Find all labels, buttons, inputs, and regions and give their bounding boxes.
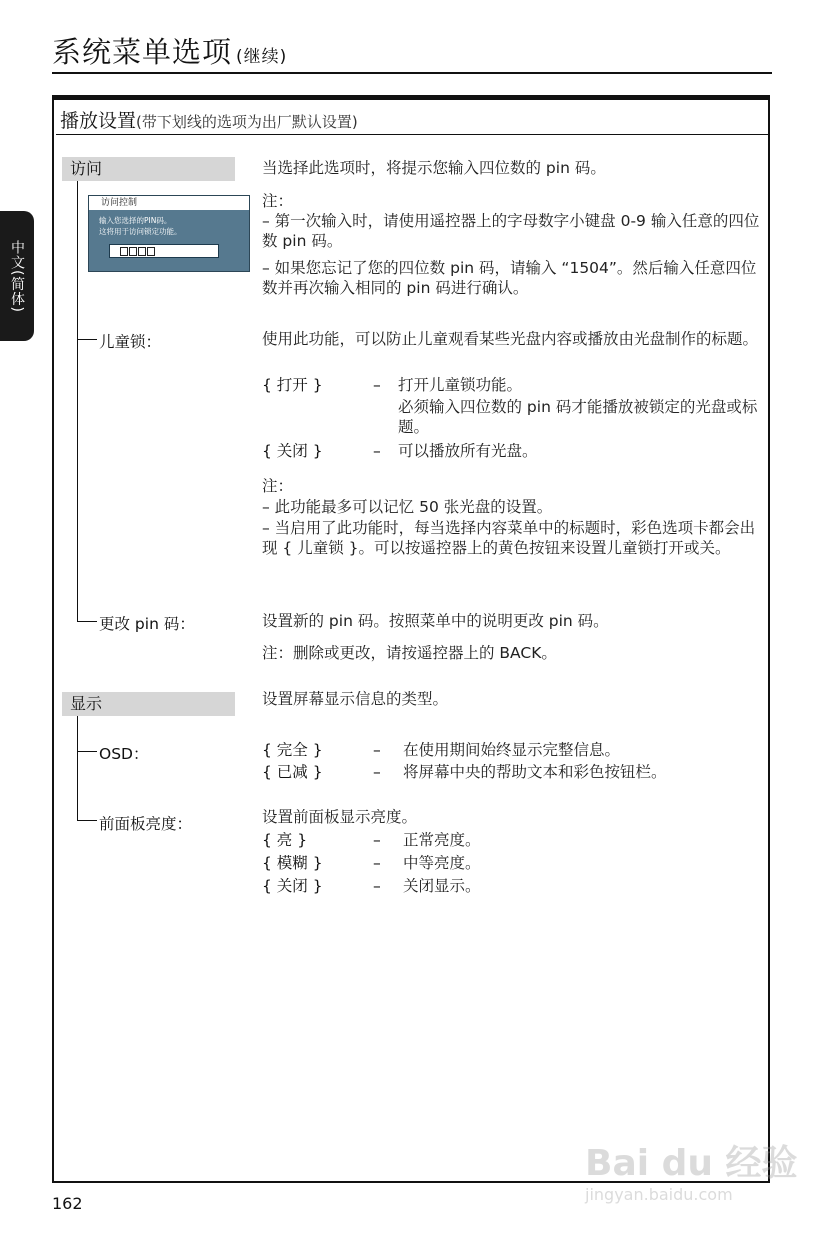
child-lock-note-2: – 当启用了此功能时，每当选择内容菜单中的标题时，彩色选项卡都会出现 { 儿童锁 }。可以按遥控器上的黄色按钮来设置儿童锁打开或关。	[262, 519, 756, 557]
pin-digit-box	[138, 247, 146, 256]
frame-top-bar	[52, 95, 770, 100]
access-note-1: – 第一次输入时，请使用遥控器上的字母数字小键盘 0-9 输入任意的四位数 pin 码。	[262, 212, 760, 250]
option-text: 打开儿童锁功能。	[398, 376, 523, 394]
section-note: (带下划线的选项为出厂默认设置)	[136, 113, 358, 131]
option-text: 在使用期间始终显示完整信息。	[403, 741, 621, 759]
child-lock-description: 使用此功能，可以防止儿童观看某些光盘内容或播放由光盘制作的标题。	[262, 330, 759, 348]
front-panel-label: 前面板亮度：	[99, 815, 193, 833]
osd-option-reduced: { 已减 }	[262, 763, 323, 781]
watermark-url: jingyan.baidu.com	[585, 1185, 733, 1204]
option-text: 关闭显示。	[403, 877, 481, 895]
tree-branch-front-panel	[77, 820, 97, 821]
access-note-title: 注：	[262, 192, 294, 210]
child-lock-note-title: 注：	[262, 477, 294, 495]
page-title-sub: (继续)	[236, 47, 288, 67]
option-text: 中等亮度。	[403, 854, 481, 872]
dialog-title: 访问控制	[89, 196, 249, 210]
pin-digit-box	[129, 247, 137, 256]
title-rule	[52, 72, 772, 74]
option-name: { 关闭 }	[262, 442, 323, 460]
option-name: { 打开 }	[262, 376, 323, 394]
option-dash: –	[373, 854, 381, 872]
watermark-logo-text: Bai du 经验	[585, 1143, 798, 1184]
option-text: 可以播放所有光盘。	[398, 442, 538, 460]
pin-digit-box	[120, 247, 128, 256]
option-dash: –	[373, 831, 381, 849]
change-pin-description: 设置新的 pin 码。按照菜单中的说明更改 pin 码。	[262, 612, 609, 630]
front-panel-option-bright: { 亮 }	[262, 831, 308, 849]
page-number: 162	[52, 1194, 83, 1213]
baidu-watermark	[585, 1115, 798, 1225]
tree-branch-child-lock	[77, 339, 97, 340]
access-label: 访问	[62, 157, 235, 181]
access-description: 当选择此选项时，将提示您输入四位数的 pin 码。	[262, 159, 606, 177]
osd-option-full: { 完全 }	[262, 741, 323, 759]
change-pin-label: 更改 pin 码：	[99, 615, 195, 633]
section-heading	[60, 106, 358, 133]
display-label: 显示	[62, 692, 235, 716]
page-title	[52, 30, 287, 71]
child-lock-note-1: – 此功能最多可以记忆 50 张光盘的设置。	[262, 498, 553, 516]
child-lock-option-off	[262, 441, 323, 461]
option-text-extra: 必须输入四位数的 pin 码才能播放被锁定的光盘或标题。	[398, 398, 758, 436]
section-title: 播放设置	[60, 110, 137, 132]
access-note-2: – 如果您忘记了您的四位数 pin 码，请输入 “1504”。然后输入任意四位数并再次输入相同的 pin 码进行确认。	[262, 259, 757, 297]
child-lock-label: 儿童锁：	[99, 333, 162, 351]
language-side-tab: 中文(简体)	[0, 211, 34, 341]
page-title-text: 系统菜单选项	[52, 35, 233, 69]
tree-line-access	[77, 181, 78, 622]
osd-label: OSD：	[99, 745, 149, 763]
display-description: 设置屏幕显示信息的类型。	[262, 690, 449, 708]
option-dash: –	[373, 741, 381, 759]
tree-line-display	[77, 716, 78, 821]
option-text: 正常亮度。	[403, 831, 481, 849]
option-dash: –	[373, 376, 381, 394]
option-dash: –	[373, 877, 381, 895]
dialog-line-2: 这将用于访问锁定功能。	[99, 227, 182, 236]
option-dash: –	[373, 442, 381, 460]
front-panel-option-off: { 关闭 }	[262, 877, 323, 895]
pin-digit-box	[147, 247, 155, 256]
front-panel-option-dim: { 模糊 }	[262, 854, 323, 872]
option-text: 将屏幕中央的帮助文本和彩色按钮栏。	[403, 763, 667, 781]
child-lock-option-on	[262, 375, 323, 395]
access-control-dialog	[88, 195, 250, 272]
change-pin-note: 注：删除或更改，请按遥控器上的 BACK。	[262, 644, 557, 662]
option-dash: –	[373, 763, 381, 781]
front-panel-description: 设置前面板显示亮度。	[262, 808, 418, 826]
dialog-line-1: 输入您选择的PIN码。	[99, 216, 172, 225]
section-rule	[56, 134, 768, 135]
tree-branch-osd	[77, 751, 97, 752]
pin-entry-field	[109, 244, 219, 258]
tree-branch-change-pin	[77, 621, 97, 622]
